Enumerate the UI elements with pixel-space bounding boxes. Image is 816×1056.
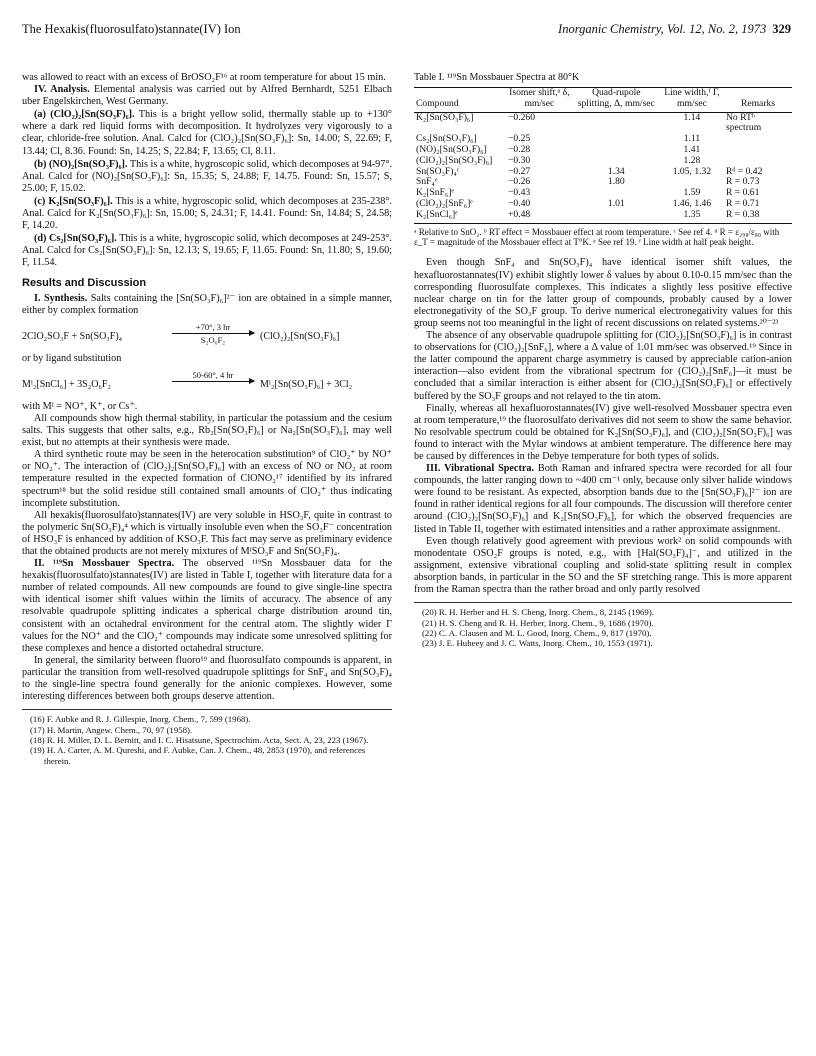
- reference-16: (16) F. Aubke and R. J. Gillespie, Inorg. Chem., 7, 599 (1968).: [30, 714, 251, 725]
- reference-18: (18) R. H. Miller, D. L. Bernitt, and I. C. Hisatsune, Spectrochim. Acta, Sect. A, 23, 223 (1967).: [30, 735, 369, 746]
- synthesis-heading: I. Synthesis.: [34, 292, 88, 304]
- equation-complex-formation: [22, 322, 392, 348]
- equation-ligand-substitution: [22, 370, 392, 396]
- left-column: [22, 72, 392, 766]
- reference-22: (22) C. A. Clausen and M. L. Good, Inorg. Chem., 9, 817 (1970).: [422, 627, 652, 638]
- synthesis-paragraph: [22, 293, 392, 317]
- vibrational-heading: III. Vibrational Spectra.: [426, 463, 534, 475]
- cell-compound: K₂[Sn(SO₃F)₆]: [416, 111, 474, 123]
- right-paragraph-1: Even though SnF₄ and Sn(SO₃F)₄ have identical isomer shift values, the hexafluorostannates(IV) exhibit slightly lower δ values by about 0.10-0.15 mm/sec than the corresponding fluorosulfate complexes. This indicates a slightly less positive effective nuclear charge on tin for the latter group of compounds, probably caused by a lower electronegativity of the SO₃F group. To derive numerical electronegativity values for this group seems not too meaningful in the light of recent discussions on related systems.²⁰⁻²³: [414, 257, 792, 329]
- cell-compound: Sn(SO₃F)₄ᶜ: [416, 165, 460, 177]
- analysis-text: Elemental analysis was carried out by Alfred Bernhardt, 5251 Elbach uber Engelskirchen, West Germany.: [22, 84, 392, 108]
- mossbauer-table: [414, 87, 792, 224]
- cell-quadrupole: [573, 145, 660, 156]
- third-route-paragraph: A third synthetic route may be seen in the heterocation substitution⁹ of ClO₂⁺ by NO⁺ or NO₂⁺. The interaction of (ClO₂)₂[Sn(SO₃F)₆] with an excess of NO or NO₂ at room temperature resulted in the expected formation of ClONO₂¹⁷ identified by its infrared spectrum¹⁸ but the solid residue still contained small amounts of ClO₂⁺ thus indicating incomplete substitution.: [22, 449, 392, 509]
- cell-line-width: 1.41: [683, 144, 701, 156]
- reference-21: (21) H. S. Cheng and R. H. Herber, Inorg. Chem., 9, 1686 (1970).: [422, 617, 654, 628]
- cell-remarks: R = 0.71: [726, 198, 760, 210]
- cell-isomer-shift: −0.43: [508, 187, 531, 199]
- cell-remarks: [724, 134, 792, 145]
- page-number: 329: [772, 22, 791, 36]
- cell-quadrupole: [573, 134, 660, 145]
- compound-b-paragraph: [22, 159, 392, 195]
- cell-compound: (NO)₂[Sn(SO₃F)₆]: [416, 144, 487, 156]
- vibrational-paragraph: [414, 463, 792, 536]
- cell-isomer-shift: +0.48: [506, 210, 573, 223]
- col-header-shift: Isomer shift,ᵃ δ, mm/sec: [506, 88, 573, 112]
- cell-compound: K₂[SnCl₆]ᵉ: [414, 210, 506, 223]
- cell-remarks: R = 0.38: [724, 210, 792, 223]
- eq1-solvent: S₂O₆F₂: [200, 334, 226, 345]
- reference-17: (17) H. Martin, Angew. Chem., 70, 97 (1958).: [30, 724, 193, 735]
- reference-23: (23) J. E. Huheey and J. C. Watts, Inorg. Chem., 10, 1553 (1971).: [422, 638, 653, 649]
- col-header-width: Line width,ᶠ Γ, mm/sec: [660, 88, 724, 112]
- table-title: Table I. ¹¹⁹Sn Mossbauer Spectra at 80°K: [414, 72, 580, 83]
- table-row: [414, 210, 792, 223]
- cell-quadrupole: 1.01: [607, 198, 625, 210]
- eq1-conditions: +70°, 3 hr: [195, 321, 231, 332]
- eq2-reactants: Mᴵ₂[SnCl₆] + 3S₂O₆F₂: [22, 378, 111, 390]
- cell-line-width: 1.46, 1.46: [672, 198, 712, 210]
- compound-b-text: This is a white, hygroscopic solid, which decomposes at 94-97°. Anal. Calcd for (NO)₂[Sn(SO₃F)₆]: Sn, 15.35; S, 24.88; F, 14.75. Found: Sn, 15.57; S, 25.00; F, 15.02.: [22, 158, 392, 194]
- compound-b-label: (b) (NO)₂[Sn(SO₃F)₆].: [34, 158, 128, 170]
- cation-list: with Mᴵ = NO⁺, K⁺, or Cs⁺.: [22, 400, 138, 412]
- eq2-products: Mᴵ₂[Sn(SO₃F)₆] + 3Cl₂: [260, 378, 353, 390]
- cell-remarks: Rᵈ = 0.42: [726, 165, 763, 177]
- eq2-arrow: [172, 370, 254, 383]
- cell-compound: K₂[SnF₆]ᵉ: [416, 187, 454, 199]
- cell-quadrupole: 1.34: [607, 165, 625, 177]
- cell-isomer-shift: −0.260: [508, 111, 535, 123]
- reaction-arrow-icon: [172, 381, 254, 382]
- results-heading: Results and Discussion: [22, 276, 147, 289]
- cell-line-width: 1.05, 1.32: [672, 165, 712, 177]
- journal-citation: Inorganic Chemistry, Vol. 12, No. 2, 1973: [558, 22, 767, 36]
- running-header: [22, 22, 791, 38]
- compound-a-label: (a) (ClO₂)₂[Sn(SO₃F)₆].: [34, 109, 135, 121]
- cell-compound: (ClO₂)₂[SnF₆]ᵉ: [416, 198, 473, 210]
- cell-quadrupole: 1.80: [607, 176, 625, 188]
- cell-compound: SnF₄ᵉ: [416, 176, 438, 188]
- mossbauer-paragraph: [22, 558, 392, 655]
- mossbauer-heading: II. ¹¹⁹Sn Mossbauer Spectra.: [34, 558, 175, 570]
- solubility-paragraph: All hexakis(fluorosulfato)stannates(IV) are very soluble in HSO₃F, quite in contrast to the polymeric Sn(SO₃F)₄⁴ which is virtually insoluble even when the SO₃F⁻ concentration of HSO₃F is enhanced by addition of KSO₃F. This fact may serve as preliminary evidence that the obtained products are not merely mixtures of MᴵSO₃F and Sn(SO₃F)₄.: [22, 509, 392, 557]
- reference-20: (20) R. H. Herber and H. S. Cheng, Inorg. Chem., 8, 2145 (1969).: [422, 607, 654, 618]
- compound-d-label: (d) Cs₂[Sn(SO₃F)₆].: [34, 233, 117, 245]
- cell-remarks: No RTᵇ spectrum: [726, 111, 762, 134]
- eq1-products: (ClO₂)₂[Sn(SO₃F)₆]: [260, 330, 340, 342]
- synthesis-text: Salts containing the [Sn(SO₃F)₆]²⁻ ion are obtained in a simple manner, either by complex formation: [22, 292, 393, 316]
- cell-remarks: R = 0.73: [726, 176, 760, 188]
- mossbauer-text: The observed ¹¹⁹Sn Mossbauer data for the hexakis(fluorosulfato)stannates(IV) are listed in Table I, together with literature data for a number of related compounds. All new compounds are found to give single-line spectra with identical isomer shift values within the limits of accuracy. The absence of any resolvable quadrupole splitting indicates a spherical charge distribution around tin, consistent with an octahedral environment for the central atom. The slightly wider Γ values for the NO⁺ and the ClO₂⁺ compounds may indicate some unresolved splitting for these complexes and hence a distorted octahedral structure.: [22, 558, 392, 654]
- cell-quadrupole: [573, 112, 660, 134]
- right-references: [414, 602, 792, 649]
- intro-paragraph: was allowed to react with an excess of BrOSO₂F¹⁶ at room temperature for about 15 min.: [22, 72, 386, 83]
- analysis-paragraph: [22, 84, 392, 108]
- left-references: [22, 709, 392, 766]
- table-row: [414, 112, 792, 134]
- analysis-heading: IV. Analysis.: [34, 84, 90, 96]
- eq1-reactants: 2ClO₂SO₃F + Sn(SO₃F)₄: [22, 330, 123, 342]
- reference-19: (19) H. A. Carter, A. M. Qureshi, and F. Aubke, Can. J. Chem., 48, 2853 (1970), and references therein.: [30, 745, 366, 766]
- cell-remarks: R = 0.61: [726, 187, 760, 199]
- vibrational-text: Both Raman and infrared spectra were recorded for all four compounds, the latter ranging down to ~400 cm⁻¹ only, because only silver halide windows were found to be resistant. As expected, absorption bands due to the [Sn(SO₃F)₆]²⁻ ion are found in rather identical regions for all four compounds. The discussion will therefore center around (ClO₂)₂[Sn(SO₃F)₆] and K₂[Sn(SO₃F)₆], for which the observed frequencies are listed in Table II, together with estimated intensities and a rather approximate assignment.: [414, 463, 793, 535]
- table-body: [414, 112, 792, 223]
- compound-d-text: This is a white, hygroscopic solid, which decomposes at 249-253°. Anal. Calcd for Cs₂[Sn(SO₃F)₆]: Sn, 12.13; S, 19.65; F, 11.65. Found: Sn, 11.80; S, 19.60; F, 11.54.: [22, 233, 392, 269]
- cell-line-width: 1.11: [683, 133, 701, 145]
- compound-d-paragraph: [22, 233, 392, 269]
- compound-c-label: (c) K₂[Sn(SO₃F)₆].: [34, 195, 113, 207]
- cell-quadrupole: [573, 210, 660, 223]
- cell-isomer-shift: −0.30: [508, 154, 531, 166]
- header-journal: [558, 22, 791, 37]
- cell-isomer-shift: −0.28: [508, 144, 531, 156]
- cell-compound: Cs₂[Sn(SO₃F)₆]: [416, 133, 477, 145]
- table-footnote: ᵃ Relative to SnO₂. ᵇ RT effect = Mossbauer effect at room temperature. ᶜ See ref 4. ᵈ R = ε₂₉₈/ε₈₀ with ε_T = magnitude of the Mossbauer effect at T°K. ᵉ See ref 19. ᶠ Line width at half peak height.: [414, 226, 780, 248]
- right-paragraph-2: The absence of any observable quadrupole splitting for (ClO₂)₂[Sn(SO₃F)₆] is in contrast to observations for (ClO₂)₂[SnF₆], where a Δ value of 1.01 mm/sec was observed.¹⁹ Since in the latter compound the apparent charge asymmetry is caused by appreciable cation-anion interaction—also evident from the vibrational spectrum for (ClO₂)₂[SnF₆]—it must be concluded that a similar interaction is either absent for (ClO₂)₂[Sn(SO₃F)₆] or effectively buffered by the SO₃F groups and not relayed to the tin atom.: [414, 330, 792, 402]
- cell-line-width: 1.59: [683, 187, 701, 199]
- cell-compound: (ClO₂)₂[Sn(SO₃F)₆]: [416, 154, 493, 166]
- cell-isomer-shift: −0.26: [508, 176, 531, 188]
- col-header-quad: Quad-rupole splitting, Δ, mm/sec: [573, 88, 660, 112]
- header-title: The Hexakis(fluorosulfato)stannate(IV) Ion: [22, 22, 241, 36]
- cell-remarks: [724, 145, 792, 156]
- cell-line-width: 1.35: [660, 210, 724, 223]
- compound-c-text: This is a white, hygroscopic solid, which decomposes at 235-238°. Anal. Calcd for K₂[Sn(SO₃F)₆]: Sn, 15.00; S, 24.31; F, 14.41. Found: Sn, 14.84; S, 24.58; F, 14.20.: [22, 195, 392, 232]
- eq1-arrow: [172, 322, 254, 345]
- cell-line-width: 1.28: [683, 154, 701, 166]
- cell-isomer-shift: −0.25: [508, 133, 531, 145]
- right-paragraph-5: Even though relatively good agreement with previous work² on solid compounds with monodentate OSO₂F groups is noted, e.g., with [Hal(SO₃F)₄]⁻, and utilized in the assignment, extensive vibrational coupling and solid-state splitting result in complex absorption bands, in particular in the SO and the SF stretching range. This is more apparent from the Raman spectra than the rather broad and only partly resolved: [414, 535, 792, 595]
- stability-paragraph: All compounds show high thermal stability, in particular the potassium and the cesium salts. This suggests that other salts, e.g., Rb₂[Sn(SO₃F)₆] or Na₂[Sn(SO₃F)₆], may well exist, but no attempts at their synthesis were made.: [22, 412, 392, 449]
- compound-c-paragraph: [22, 196, 392, 232]
- col-header-remarks: Remarks: [724, 88, 792, 112]
- eq2-conditions: 50-60°, 4 hr: [192, 369, 234, 380]
- right-column: [414, 72, 792, 649]
- right-paragraph-3: Finally, whereas all hexafluorostannates(IV) give well-resolved Mossbauer spectra even at room temperature,¹⁹ the fluorosulfato derivatives did not seem to show the same behavior. No resolvable spectrum could be obtained for K₂[Sn(SO₃F)₆], and (ClO₂)₂[Sn(SO₃F)₆] was found to interact with the Mylar windows at ambient temperature. The difference here may be caused by differences in the Debye temperature for both types of solids.: [414, 402, 792, 462]
- compound-a-text: This is a bright yellow solid, thermally stable up to +130° where a dark red liquid forms with decomposition. It hydrolyzes very vigorously to a clear, chloride-free solution. Anal. Calcd for (ClO₂)₂[Sn(SO₃F)₆]: Sn, 14.00; S, 22.69; F, 13.44; Cl, 8.36. Found: Sn, 14.25; S, 22.84; F, 13.65; Cl, 8.11.: [22, 109, 392, 157]
- compound-a-paragraph: [22, 109, 392, 157]
- general-paragraph: In general, the similarity between fluoro¹⁹ and fluorosulfato compounds is apparent, in particular the transition from well-resolved quadrupole splittings for SnF₄ and Sn(SO₃F)₄ to the single-line spectra found generally for the anionic complexes. However, some interesting differences between both groups deserve attention.: [22, 654, 392, 703]
- reaction-arrow-icon: [172, 333, 254, 334]
- ligand-substitution-text: or by ligand substitution: [22, 352, 122, 364]
- cell-isomer-shift: −0.27: [508, 165, 531, 177]
- cell-line-width: 1.14: [683, 111, 701, 123]
- col-header-compound: Compound: [414, 88, 506, 112]
- cell-isomer-shift: −0.40: [508, 198, 531, 210]
